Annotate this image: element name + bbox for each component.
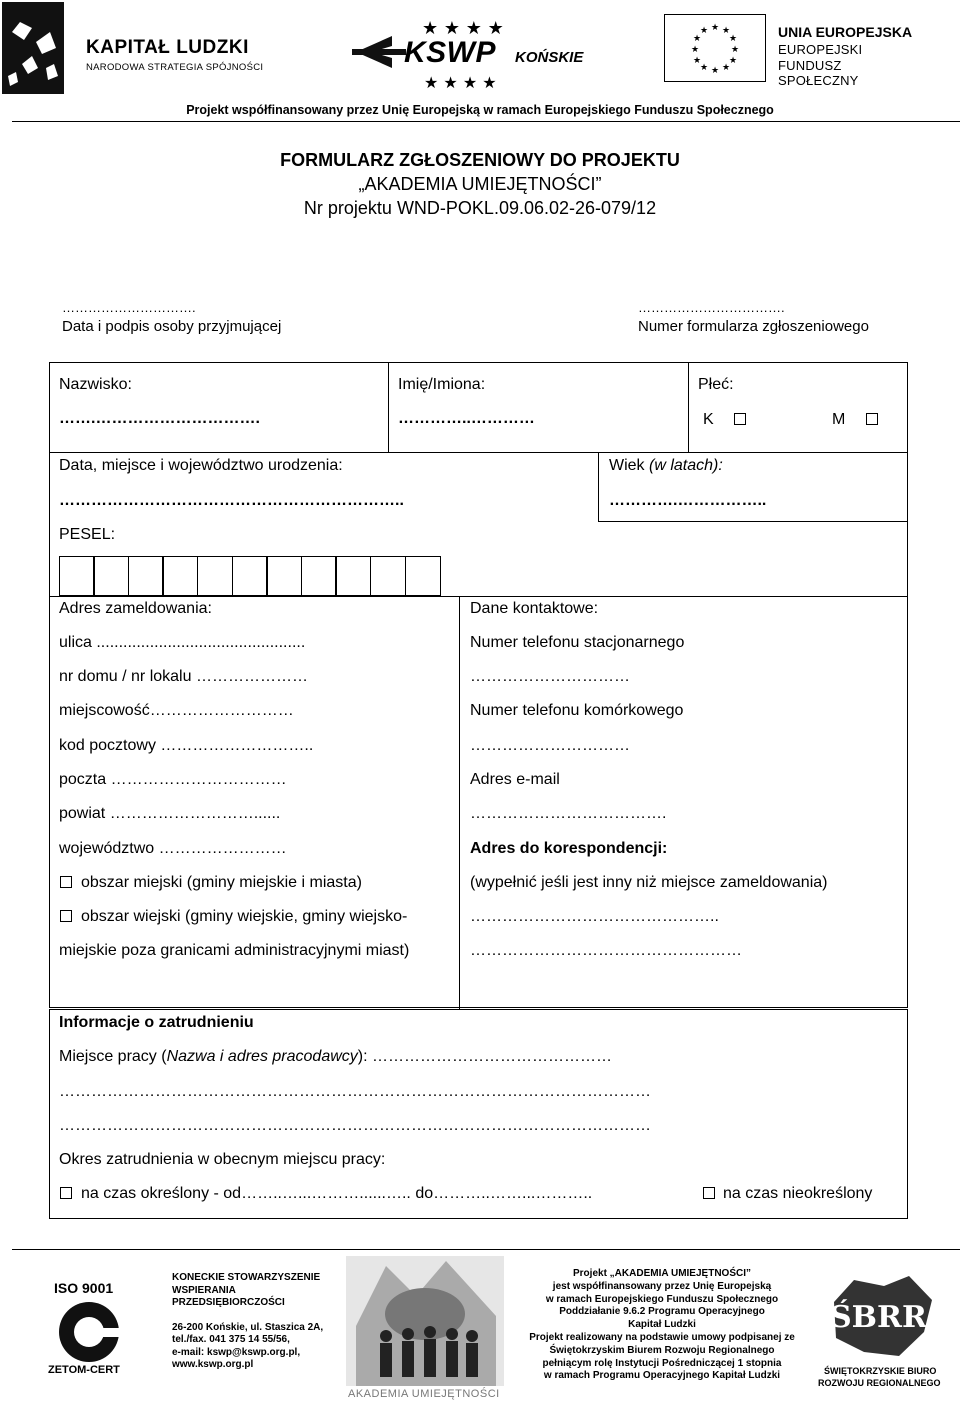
city-field[interactable]: miejscowość……………………… [59,702,294,719]
age-label-wrap [609,457,723,475]
period-label: Okres zatrudnienia w obecnym miejscu pracy: [59,1151,386,1168]
contact-title: Dane kontaktowe: [470,600,599,617]
rural-label-2: miejskie poza granicami administracyjnymi miast) [59,942,410,959]
svg-text:★: ★ [722,63,731,73]
email-label: Adres e-mail [470,771,560,788]
row-divider-2 [49,596,907,597]
zetom-label: ZETOM-CERT [48,1364,120,1376]
pesel-cell[interactable] [232,556,268,596]
fixed-term-label[interactable]: na czas określony - od……..…...………......….. do………..……...……….. [81,1185,593,1202]
svg-text:★ ★ ★ ★: ★ ★ ★ ★ [422,18,504,39]
col-divider-names [688,362,689,452]
correspondence-title: Adres do korespondencji: [470,840,668,857]
project-line: pełniącym rolę Instytucji Pośredniczącej 1 stopnia [542,1357,782,1369]
landline-field[interactable]: ………………………… [470,668,630,685]
iso-logo [44,1270,134,1380]
sbrr-line2: ROZWOJU REGIONALNEGO [818,1378,941,1388]
org-line: KONECKIE STOWARZYSZENIE [172,1272,321,1283]
pesel-cell[interactable] [93,556,129,596]
voivodeship-field[interactable]: województwo …………………… [59,840,287,857]
urban-label: obszar miejski (gminy miejskie i miasta) [81,874,362,891]
postal-field[interactable]: kod pocztowy ……………………….. [59,737,314,754]
project-line: w ramach Europejskiego Funduszu Społecznego [545,1293,779,1305]
form-number-label: Numer formularza zgłoszeniowego [638,318,869,335]
form-title-line3: Nr projektu WND-POKL.09.06.02-26-079/12 [303,198,657,218]
ue-logo [664,14,924,88]
indefinite-checkbox[interactable] [703,1187,715,1199]
correspondence-field-1[interactable]: ……………………………………….. [470,908,719,925]
pesel-cell[interactable] [266,556,302,596]
sbrr-title: ŚBRR [830,1300,927,1335]
svg-text:★ ★ ★ ★: ★ ★ ★ ★ [424,73,497,92]
receiver-dots[interactable]: …………………………. [62,300,196,315]
svg-text:★: ★ [700,26,709,36]
kapital-ludzki-title: KAPITAŁ LUDZKI [86,37,249,58]
row-divider-1 [49,452,907,453]
correspondence-hint: (wypełnić jeśli jest inny niż miejsce zameldowania) [470,874,828,891]
ue-title: UNIA EUROPEJSKA [778,24,913,40]
form-title-line1: FORMULARZ ZGŁOSZENIOWY DO PROJEKTU [280,150,680,170]
svg-text:★: ★ [711,66,720,76]
indefinite-label: na czas nieokreślony [723,1185,873,1202]
akademia-label: AKADEMIA UMIEJĘTNOŚCI [348,1388,500,1400]
kapital-ludzki-subtitle: NARODOWA STRATEGIA SPÓJNOŚCI [86,62,264,73]
project-line: Poddziałanie 9.6.2 Programu Operacyjnego [559,1306,765,1318]
col-divider-surname [388,362,389,452]
county-field[interactable]: powiat ………………………...... [59,805,281,822]
house-field[interactable]: nr domu / nr lokalu ………………… [59,668,308,685]
akademia-logo [346,1256,504,1402]
svg-text:★: ★ [693,56,702,66]
landline-label: Numer telefonu stacjonarnego [470,634,685,651]
org-line: 26-200 Końskie, ul. Staszica 2A, [172,1321,324,1333]
receiver-label: Data i podpis osoby przyjmującej [62,318,282,335]
birth-field[interactable]: ……………………………………………………….. [59,492,404,509]
iso-title: ISO 9001 [54,1280,114,1296]
project-line: jest współfinansowany przez Unię Europejską [552,1280,772,1292]
project-line: Projekt „AKADEMIA UMIEJĘTNOŚCI” [573,1268,751,1279]
rural-checkbox[interactable] [60,910,72,922]
svg-text:★: ★ [731,45,740,55]
org-line: tel./fax. 041 375 14 55/56, [172,1334,290,1345]
workplace-line[interactable] [59,1048,612,1066]
project-note [512,1268,812,1383]
form-title [0,148,960,220]
ue-line2: EUROPEJSKI [778,42,863,57]
project-line: w ramach Programu Operacyjnego Kapitał Ludzki [543,1370,781,1382]
kapital-ludzki-logo [2,2,292,94]
cofinancing-note: Projekt współfinansowany przez Unię Europejską w ramach Europejskiego Funduszu Społecznego [186,103,774,117]
col-divider-address [459,596,460,1010]
pesel-cell[interactable] [197,556,233,596]
eu-flag-icon [664,14,766,82]
org-line: www.kswp.org.pl [172,1359,254,1370]
age-label: Wiek [609,457,645,474]
sbrr-line1: ŚWIĘTOKRZYSKIE BIURO [824,1366,937,1376]
org-address [172,1272,342,1372]
kswp-name: KSWP [404,36,496,69]
workplace-prefix: Miejsce pracy ( [59,1048,167,1065]
pesel-cell[interactable] [335,556,371,596]
sbrr-logo [814,1272,944,1392]
sex-m-label: M [832,411,846,428]
urban-checkbox[interactable] [60,876,72,888]
footer-divider [12,1249,960,1250]
pesel-cell[interactable] [405,556,441,596]
pesel-label: PESEL: [59,526,116,543]
workplace-dots[interactable]: ): ……………………………………… [357,1048,612,1065]
pesel-cell[interactable] [370,556,406,596]
surname-label: Nazwisko: [59,376,132,393]
org-line: PRZEDSIĘBIORCZOŚCI [172,1297,285,1308]
pesel-cell[interactable] [128,556,164,596]
svg-text:★: ★ [722,26,731,36]
kapital-ludzki-emblem [2,2,74,94]
org-line: e-mail: kswp@kswp.org.pl, [172,1346,301,1358]
surname-field[interactable]: …….…………………………. [59,410,260,427]
sex-m-checkbox[interactable] [866,413,878,425]
org-line [172,1310,342,1322]
org-line: WSPIERANIA [172,1284,236,1296]
project-line: Projekt realizowany na podstawie umowy podpisanej ze [529,1331,795,1343]
age-bottom-line [598,521,907,522]
correspondence-field-2[interactable]: …………………………………………… [470,942,742,959]
employment-title: Informacje o zatrudnieniu [59,1014,254,1031]
sex-k-checkbox[interactable] [734,413,746,425]
sex-k-label: K [703,411,714,428]
svg-text:★: ★ [711,23,720,33]
svg-text:★: ★ [729,34,738,44]
mobile-field[interactable]: ………………………… [470,737,630,754]
birth-label: Data, miejsce i województwo urodzenia: [59,457,343,474]
akademia-people-icon [346,1256,504,1386]
form-number-dots[interactable]: ……………………………. [638,300,785,315]
workplace-field-2[interactable]: ………………………………………………………………………………………………… [59,1083,651,1100]
form-title-line2: „AKADEMIA UMIEJĘTNOŚCI” [358,174,602,194]
kswp-logo [352,8,592,92]
pesel-cell[interactable] [59,556,95,596]
rural-label-1: obszar wiejski (gminy wiejskie, gminy wiejsko- [81,908,408,925]
age-hint: (w latach): [649,457,723,474]
street-field[interactable]: ulica ............................................... [59,634,306,651]
fixed-term-checkbox[interactable] [60,1187,72,1199]
project-line: Kapitał Ludzki [628,1319,696,1331]
email-field[interactable]: ………………………………. [470,805,667,822]
ue-line3: FUNDUSZ SPOŁECZNY [778,58,859,88]
workplace-hint: Nazwa i adres pracodawcy [166,1048,358,1065]
pesel-cell[interactable] [162,556,198,596]
col-divider-age [598,452,599,522]
zetom-emblem-icon [44,1298,134,1368]
names-label: Imię/Imiona: [398,376,486,393]
age-field[interactable]: ………….…………….. [609,492,767,509]
post-office-field[interactable]: poczta …………………………… [59,771,287,788]
svg-text:★: ★ [693,34,702,44]
pesel-cells[interactable] [60,556,441,596]
sex-label: Płeć: [698,376,734,393]
address-title: Adres zameldowania: [59,600,212,617]
workplace-field-3[interactable]: ………………………………………………………………………………………………… [59,1117,651,1134]
svg-text:★: ★ [729,56,738,66]
header-divider [12,121,960,122]
project-line: Świętokrzyskim Biurem Rozwoju Regionalnego [549,1344,775,1356]
pesel-cell[interactable] [301,556,337,596]
svg-text:★: ★ [691,45,700,55]
svg-text:★: ★ [700,63,709,73]
mobile-label: Numer telefonu komórkowego [470,702,684,719]
names-field[interactable]: …………..………… [398,410,535,427]
kswp-city: KOŃSKIE [515,49,584,66]
